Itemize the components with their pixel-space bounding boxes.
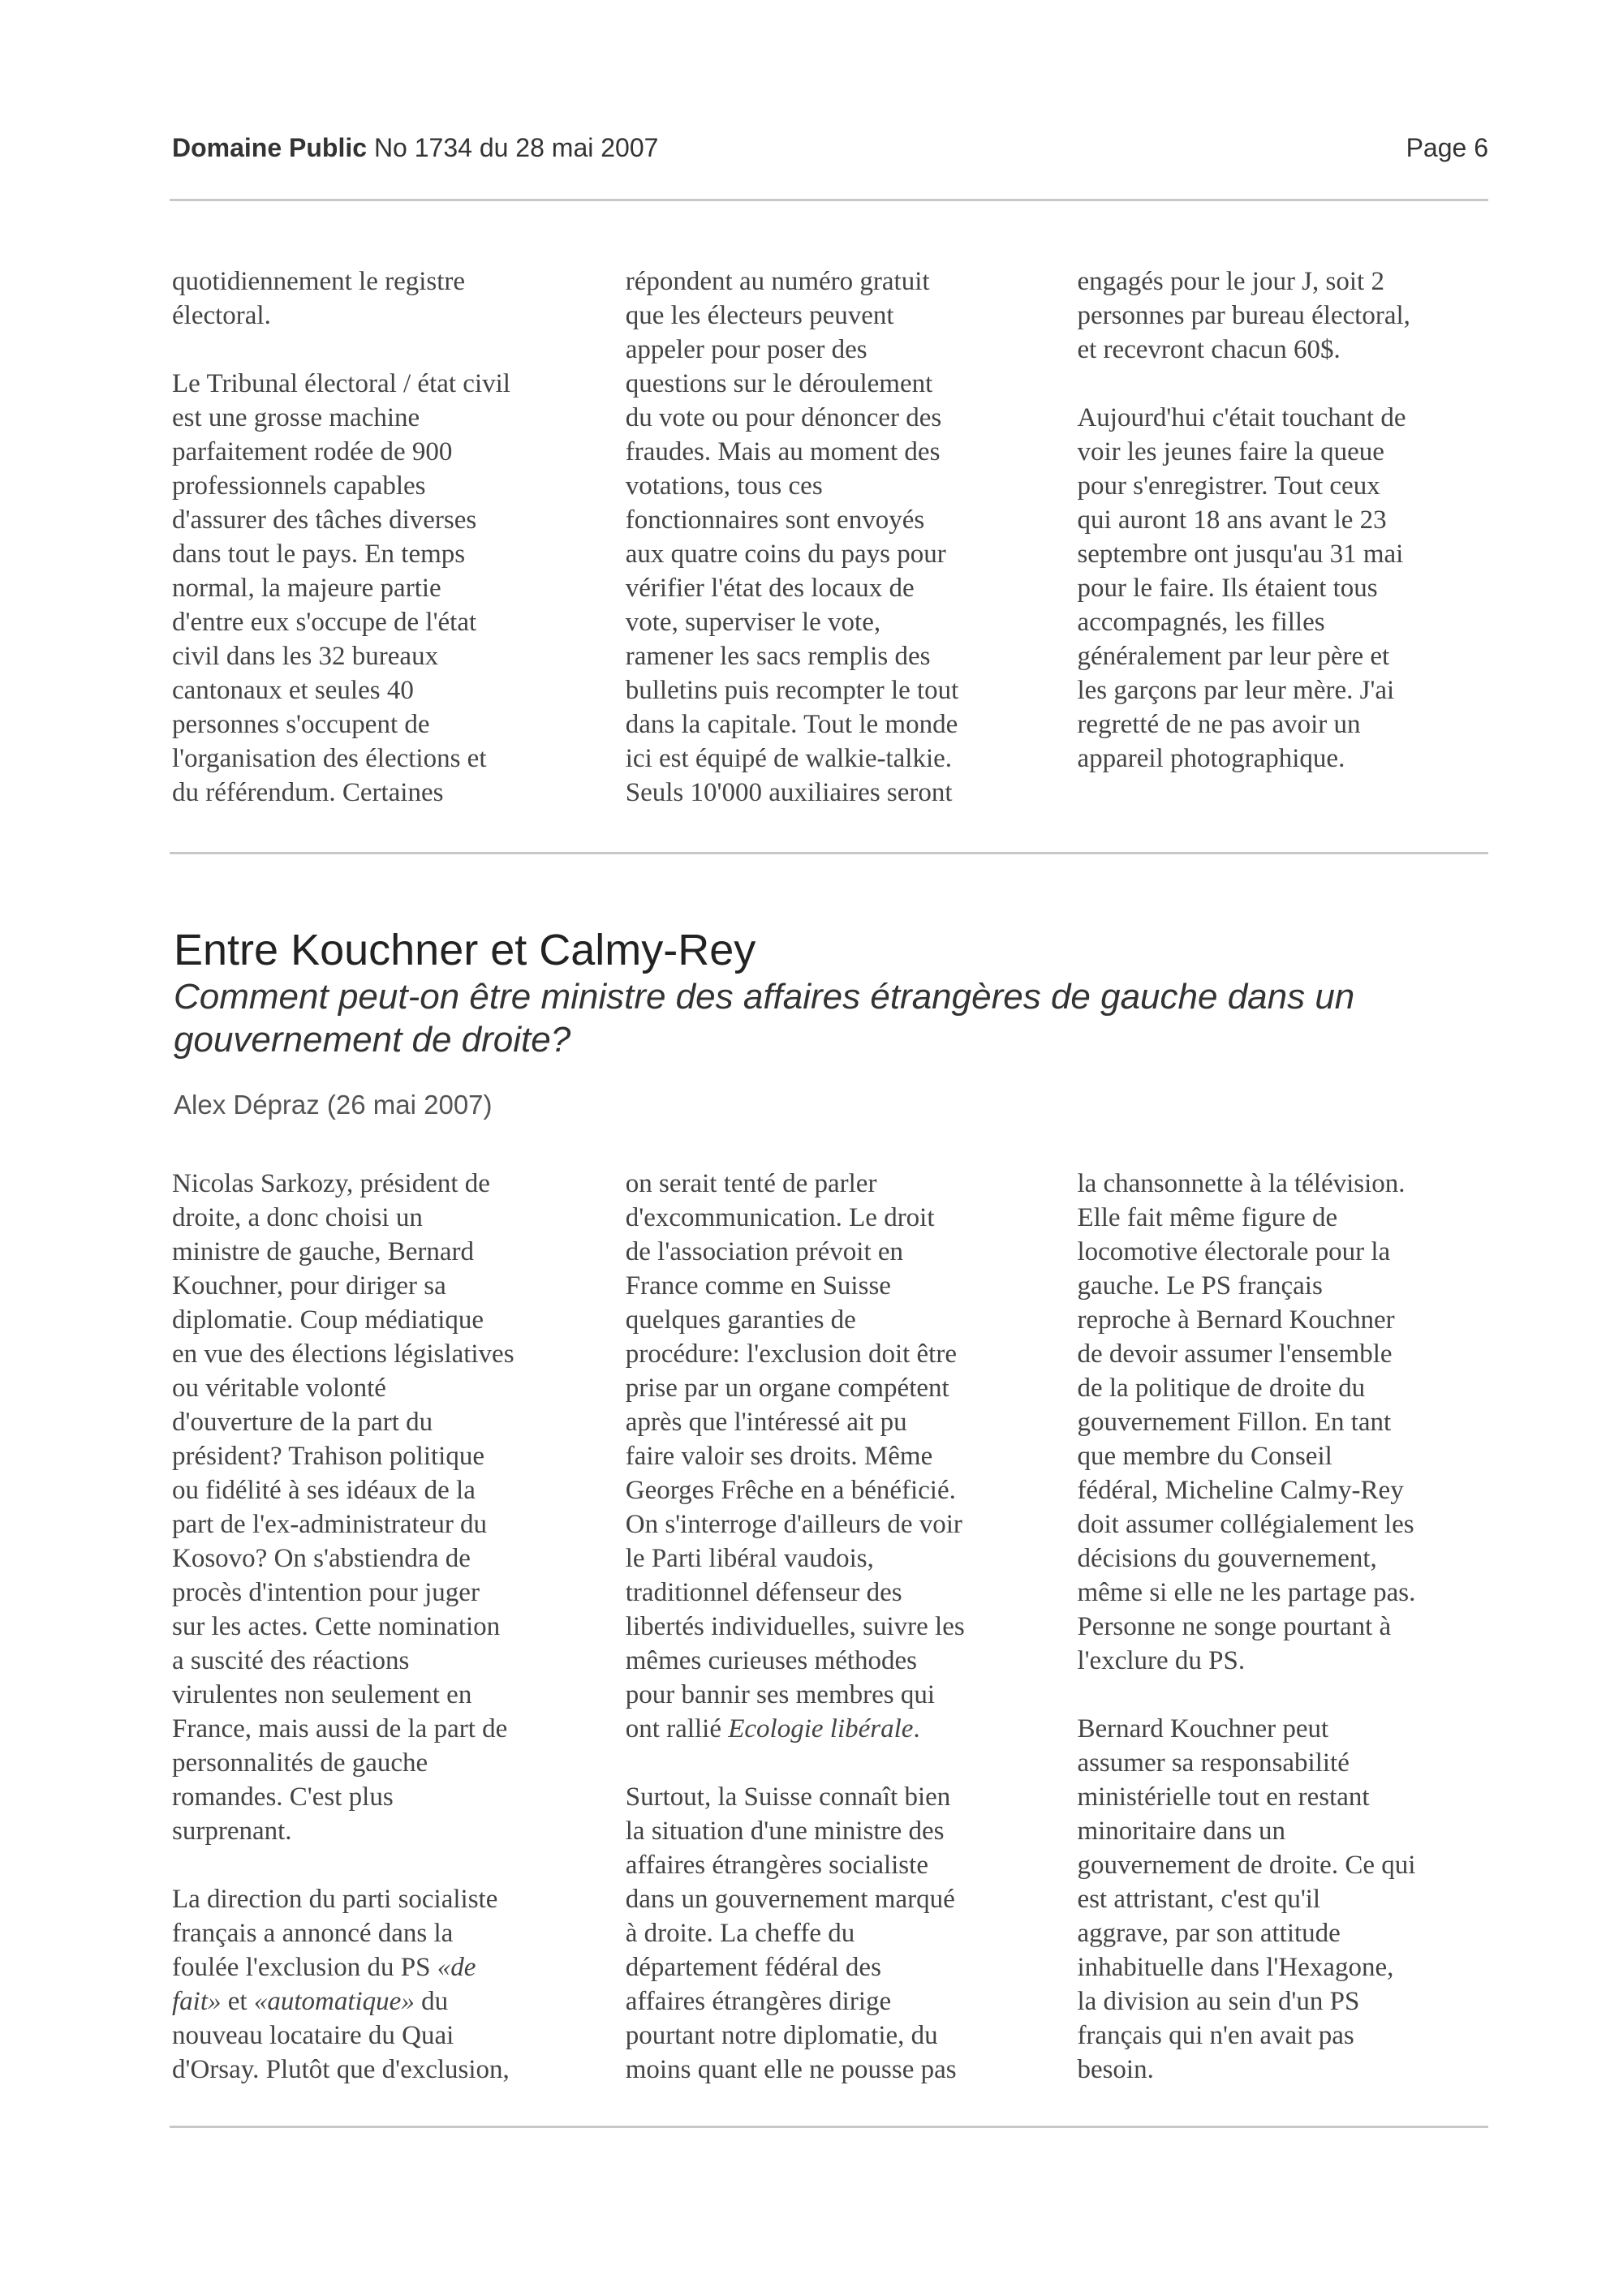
paragraph: quotidiennement le registre électoral. [172, 267, 466, 330]
paragraph: Aujourd'hui c'était touchant de voir les jeunes faire la queue pour s'enregistrer. Tout ceux qui auront 18 ans avant le 23 septembre ont jusqu'au 31 mai pour le faire. Ils étaient tous accompagnés, les filles généralement par leur père et les garçons par leur mère. J'ai regretté de ne pas avoir un appareil photographique. [1077, 403, 1406, 773]
top-column-3 [1077, 264, 1495, 844]
paragraph [626, 1167, 1035, 1746]
issue-info: No 1734 du 28 mai 2007 [367, 133, 659, 162]
paragraph: Surtout, la Suisse connaît bien la situation d'une ministre des affaires étrangères socialiste dans un gouvernement marqué à droite. La cheffe du département fédéral des affaires étrangères dirige pourtant notre diplomatie, du moins quant elle ne pousse pas [625, 1782, 957, 2084]
top-column-2 [626, 264, 1035, 844]
article-column-3 [1077, 1167, 1495, 2121]
article-title: Entre Kouchner et Calmy-Rey [174, 926, 756, 974]
article-column-2 [626, 1167, 1035, 2121]
article-columns [172, 1167, 1495, 2121]
text-run: . [913, 1714, 920, 1743]
article-byline: Alex Dépraz (26 mai 2007) [174, 1090, 493, 1120]
header-divider [170, 199, 1488, 201]
header-left [172, 133, 658, 163]
top-column-1 [172, 264, 574, 844]
text-run: du nouveau locataire du Quai d'Orsay. Plutôt que d'exclusion, [172, 1987, 510, 2084]
article-subtitle: Comment peut-on être ministre des affaires étrangères de gauche dans un gouvernement de droite? [174, 977, 1355, 1060]
ecologie-liberale: Ecologie libérale [728, 1714, 914, 1743]
paragraph: Bernard Kouchner peut assumer sa responsabilité ministérielle tout en restant minoritaire dans un gouvernement de droite. Ce qui est attristant, c'est qu'il aggrave, par son attitude inhabituelle dans l'Hexagone, la division au sein d'un PS français qui n'en avait pas besoin. [1077, 1714, 1416, 2084]
paragraph: engagés pour le jour J, soit 2 personnes par bureau électoral, et recevront chacun 60$. [1077, 267, 1410, 364]
paragraph: Nicolas Sarkozy, président de droite, a donc choisi un ministre de gauche, Bernard Kouchner, pour diriger sa diplomatie. Coup médiatique en vue des élections législatives ou véritable volonté d'ouverture de la part du président? Trahison politique ou fidélité à ses idéaux de la part de l'ex-administrateur du Kosovo? On s'abstiendra de procès d'intention pour juger sur les actes. Cette nomination a suscité des réactions virulentes non seulement en France, mais aussi de la part de personnalités de gauche romandes. C'est plus surprenant. [172, 1169, 514, 1846]
footer-divider [170, 2126, 1488, 2128]
page-number: Page 6 [1406, 133, 1488, 162]
page-header [172, 133, 1488, 174]
quote-automatique: «automatique» [253, 1987, 415, 2016]
article-column-1 [172, 1167, 574, 2121]
paragraph: répondent au numéro gratuit que les électeurs peuvent appeler pour poser des questions sur le déroulement du vote ou pour dénoncer des fraudes. Mais au moment des votations, tous ces fonctionnaires sont envoyés aux quatre coins du pays pour vérifier l'état des locaux de vote, superviser le vote, ramener les sacs remplis des bulletins puis recompter le tout dans la capitale. Tout le monde ici est équipé de walkie-talkie. Seuls 10'000 auxiliaires seront [625, 267, 959, 807]
text-run: on serait tenté de parler d'excommunication. Le droit de l'association prévoit en France comme en Suisse quelques garanties de procédure: l'exclusion doit être prise par un organe compétent après que l'intéressé ait pu faire valoir ses droits. Même Georges Frêche en a bénéficié. On s'interroge d'ailleurs de voir le Parti libéral vaudois, traditionnel défenseur des libertés individuelles, suivre les mêmes curieuses méthodes pour bannir ses membres qui ont rallié [625, 1169, 965, 1743]
article-divider [170, 852, 1488, 854]
top-article-columns [172, 264, 1495, 844]
paragraph: la chansonnette à la télévision. Elle fait même figure de locomotive électorale pour la gauche. Le PS français reproche à Bernard Kouchner de devoir assumer l'ensemble de la politique de droite du gouvernement Fillon. En tant que membre du Conseil fédéral, Micheline Calmy-Rey doit assumer collégialement les décisions du gouvernement, même si elle ne les partage pas. Personne ne songe pourtant à l'exclure du PS. [1077, 1169, 1416, 1675]
paragraph [172, 1882, 574, 2087]
text-run: La direction du parti socialiste français a annoncé dans la foulée l'exclusion du PS [172, 1885, 498, 1982]
paragraph: Le Tribunal électoral / état civil est une grosse machine parfaitement rodée de 900 professionnels capables d'assurer des tâches diverses dans tout le pays. En temps normal, la majeure partie d'entre eux s'occupe de l'état civil dans les 32 bureaux cantonaux et seules 40 personnes s'occupent de l'organisation des élections et du référendum. Certaines [172, 369, 510, 807]
text-run: et [221, 1987, 254, 2016]
publication-name: Domaine Public [172, 133, 368, 162]
quote-de-fait: «de fait» [172, 1953, 476, 2016]
